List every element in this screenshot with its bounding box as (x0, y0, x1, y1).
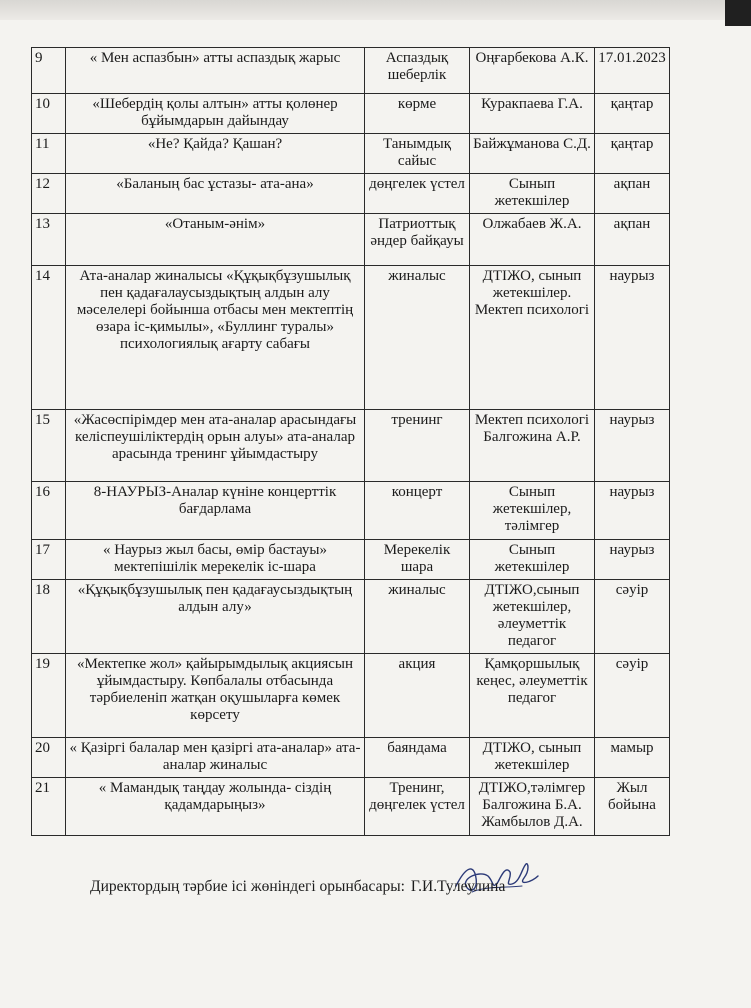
responsible-person: Сынып жетекшілер (470, 540, 595, 580)
event-date: ақпан (595, 214, 670, 266)
event-name: «Мектепке жол» қайырымдылық акциясын ұйымдастыру. Көпбалалы отбасында тәрбиеленіп жатқан оқушыларға көмек көрсету (66, 654, 365, 738)
table-row (32, 580, 670, 654)
table-row (32, 94, 670, 134)
row-number: 19 (32, 654, 66, 738)
event-date: 17.01.2023 (595, 48, 670, 94)
row-number: 13 (32, 214, 66, 266)
responsible-person: Сынып жетекшілер (470, 174, 595, 214)
table-row (32, 48, 670, 94)
event-form: баяндама (365, 738, 470, 778)
responsible-person: ДТІЖО,сынып жетекшілер, әлеуметтік педагог (470, 580, 595, 654)
event-name: «Жасөспірімдер мен ата-аналар арасындағы келіспеушіліктердің орын алуы» ата-аналар арасында тренинг ұйымдастыру (66, 410, 365, 482)
table-row (32, 214, 670, 266)
event-form: жиналыс (365, 266, 470, 410)
event-name: «Құқықбұзушылық пен қадағаусыздықтың алдын алу» (66, 580, 365, 654)
signatory-position: Директордың тәрбие ісі жөніндегі орынбасары: (90, 878, 405, 895)
event-form: акция (365, 654, 470, 738)
row-number: 18 (32, 580, 66, 654)
event-date: мамыр (595, 738, 670, 778)
responsible-person: Сынып жетекшілер, тәлімгер (470, 482, 595, 540)
event-date: ақпан (595, 174, 670, 214)
events-plan-table (31, 47, 670, 836)
responsible-person: Мектеп психологі Балгожина А.Р. (470, 410, 595, 482)
row-number: 15 (32, 410, 66, 482)
table-row (32, 174, 670, 214)
row-number: 9 (32, 48, 66, 94)
event-date: қаңтар (595, 94, 670, 134)
event-name: Ата-аналар жиналысы «Құқықбұзушылық пен қадағалаусыздықтың алдын алу мәселелері бойынша отбасы мен мектептің өзара іс-қимылы», «Буллинг туралы» психологиялық ағарту сабағы (66, 266, 365, 410)
event-form: дөңгелек үстел (365, 174, 470, 214)
row-number: 10 (32, 94, 66, 134)
table-row (32, 778, 670, 836)
event-date: наурыз (595, 410, 670, 482)
event-form: Тренинг, дөңгелек үстел (365, 778, 470, 836)
responsible-person: Олжабаев Ж.А. (470, 214, 595, 266)
event-form: концерт (365, 482, 470, 540)
event-name: 8-НАУРЫЗ-Аналар күніне концерттік бағдарлама (66, 482, 365, 540)
table-row (32, 482, 670, 540)
responsible-person: ДТІЖО, сынып жетекшілер (470, 738, 595, 778)
event-form: жиналыс (365, 580, 470, 654)
table-row (32, 134, 670, 174)
table-row (32, 738, 670, 778)
responsible-person: Байжұманова С.Д. (470, 134, 595, 174)
table-row (32, 540, 670, 580)
event-date: Жыл бойына (595, 778, 670, 836)
row-number: 11 (32, 134, 66, 174)
event-form: Танымдық сайыс (365, 134, 470, 174)
event-form: көрме (365, 94, 470, 134)
event-form: Мерекелік шара (365, 540, 470, 580)
row-number: 16 (32, 482, 66, 540)
event-date: сәуір (595, 580, 670, 654)
scan-dark-corner (725, 0, 751, 26)
event-name: « Қазіргі балалар мен қазіргі ата-аналар» ата-аналар жиналыс (66, 738, 365, 778)
event-form: Аспаздық шеберлік (365, 48, 470, 94)
event-date: қаңтар (595, 134, 670, 174)
page-top-shadow (0, 0, 751, 20)
responsible-person: Қамқоршылық кеңес, әлеуметтік педагог (470, 654, 595, 738)
event-date: наурыз (595, 482, 670, 540)
event-name: «Баланың бас ұстазы- ата-ана» (66, 174, 365, 214)
events-plan-body (32, 48, 670, 836)
event-date: наурыз (595, 266, 670, 410)
table-row (32, 410, 670, 482)
event-name: « Мамандық таңдау жолында- сіздің қадамдарыңыз» (66, 778, 365, 836)
row-number: 21 (32, 778, 66, 836)
row-number: 14 (32, 266, 66, 410)
row-number: 17 (32, 540, 66, 580)
responsible-person: Куракпаева Г.А. (470, 94, 595, 134)
responsible-person: ДТІЖО,тәлімгер Балгожина Б.А. Жамбылов Д.А. (470, 778, 595, 836)
row-number: 12 (32, 174, 66, 214)
table-row (32, 654, 670, 738)
event-name: «Отаным-әнім» (66, 214, 365, 266)
signatory-name: Г.И.Тулеулина (410, 878, 506, 895)
event-name: « Наурыз жыл басы, өмір бастауы» мектепішілік мерекелік іс-шара (66, 540, 365, 580)
event-name: «Шебердің қолы алтын» атты қолөнер бұйымдарын дайындау (66, 94, 365, 134)
event-name: «Не? Қайда? Қашан? (66, 134, 365, 174)
event-date: наурыз (595, 540, 670, 580)
signature-line (90, 878, 505, 896)
event-form: тренинг (365, 410, 470, 482)
responsible-person: ДТІЖО, сынып жетекшілер. Мектеп психологі (470, 266, 595, 410)
event-form: Патриоттық әндер байқауы (365, 214, 470, 266)
event-date: сәуір (595, 654, 670, 738)
responsible-person: Оңғарбекова А.К. (470, 48, 595, 94)
row-number: 20 (32, 738, 66, 778)
table-row (32, 266, 670, 410)
event-name: « Мен аспазбын» атты аспаздық жарыс (66, 48, 365, 94)
